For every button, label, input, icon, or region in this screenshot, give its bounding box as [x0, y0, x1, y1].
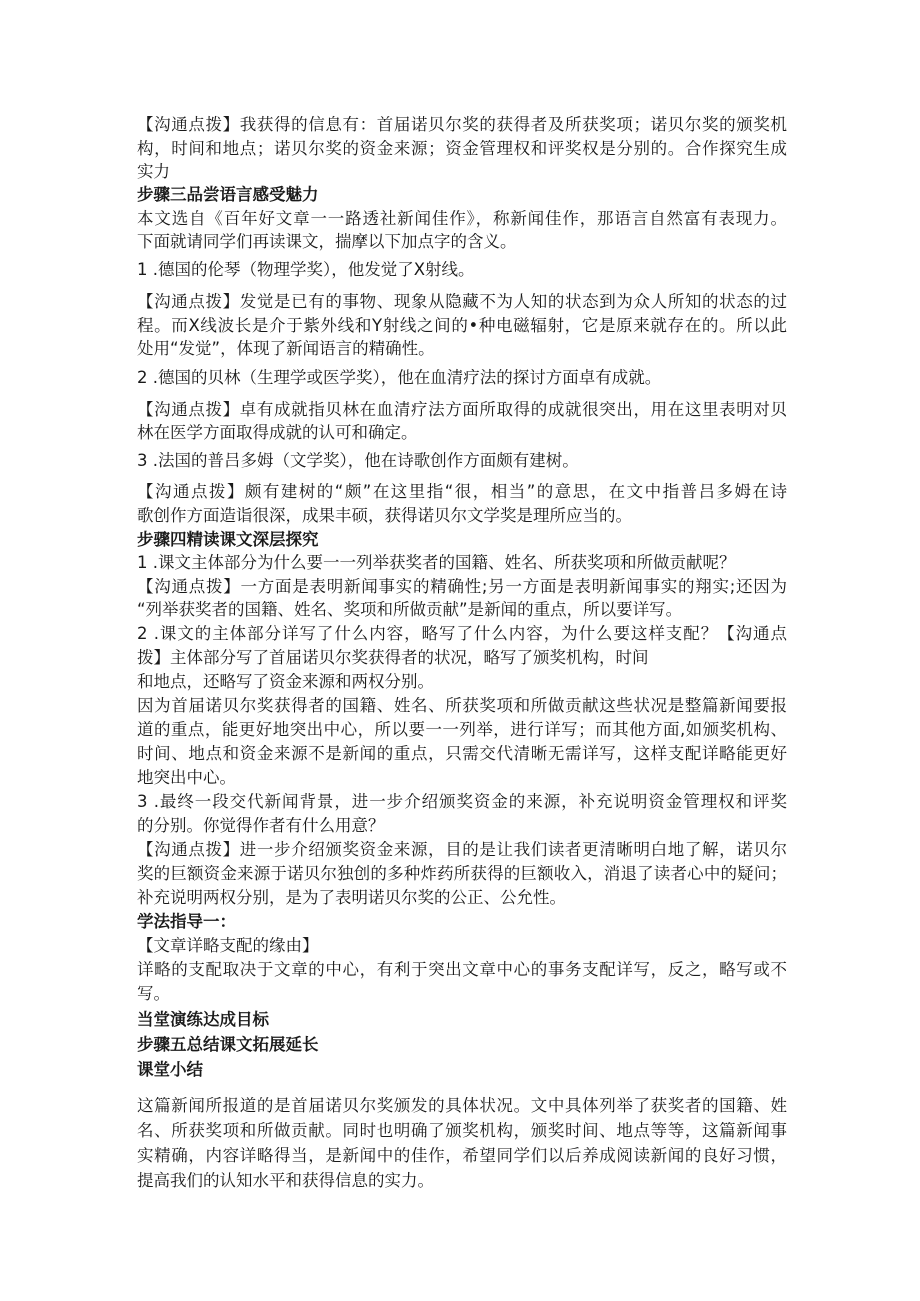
text-line: 3 .最终一段交代新闻背景，进一步介绍颁奖资金的来源，补充说明资金管理权和评奖: [137, 792, 787, 811]
text-line: 2 .德国的贝林（生理学或医学奖），他在血清疗法的探讨方面卓有成就。: [137, 368, 662, 387]
text-line: 奖的巨额资金来源于诺贝尔独创的多种炸药所获得的巨额收入，消退了读者心中的疑问；: [137, 864, 787, 883]
text-line: 实力: [137, 162, 170, 181]
text-line: 实精确，内容详略得当，是新闻中的佳作，希望同学们以后养成阅读新闻的良好习惯，: [137, 1146, 787, 1165]
text-line: 1 .德国的伦琴（物理学奖），他发觉了X射线。: [137, 260, 475, 279]
section-heading: 学法指导一：: [137, 912, 236, 931]
text-line: 本文选自《百年好文章一一路透社新闻佳作》，称新闻佳作，那语言自然富有表现力。: [137, 209, 787, 228]
text-line: 【沟通点拨】进一步介绍颁奖资金来源，目的是让我们读者更清晰明白地了解，诺贝尔: [137, 840, 787, 859]
text-line: 构，时间和地点；诺贝尔奖的资金来源；资金管理权和评奖权是分别的。合作探究生成: [137, 139, 787, 158]
text-line: 【沟通点拨】卓有成就指贝林在血清疗法方面所取得的成就很突出，用在这里表明对贝: [137, 400, 787, 419]
text-line: 详略的支配取决于文章的中心，有利于突出文章中心的事务支配详写，反之，略写或不: [137, 960, 787, 979]
text-line: 拨】主体部分写了首届诺贝尔奖获得者的状况，略写了颁奖机构，时间: [137, 648, 649, 667]
text-line: 因为首届诺贝尔奖获得者的国籍、姓名、所获奖项和所做贡献这些状况是整篇新闻要报: [137, 696, 787, 715]
text-line: 地突出中心。: [137, 768, 236, 787]
text-line: 处用“发觉”，体现了新闻语言的精确性。: [137, 339, 435, 358]
text-line: 【沟通点拨】颇有建树的“颇”在这里指“很，相当”的意思，在文中指普吕多姆在诗: [137, 482, 787, 501]
text-line: 程。而X线波长是介于紫外线和Y射线之间的•种电磁辐射，它是原来就存在的。所以此: [137, 316, 787, 335]
text-line: 【文章详略支配的缘由】: [137, 936, 319, 955]
text-line: 补充说明两权分别，是为了表明诺贝尔奖的公正、公允性。: [137, 888, 566, 907]
text-line: 【沟通点拨】发觉是已有的事物、现象从隐藏不为人知的状态到为众人所知的状态的过: [137, 292, 787, 311]
text-line: 名、所获奖项和所做贡献。同时也明确了颁奖机构，颁奖时间、地点等等，这篇新闻事: [137, 1121, 787, 1140]
text-line: 写。: [137, 984, 170, 1003]
section-heading: 步骤四精读课文深层探究: [137, 530, 319, 549]
text-line: 和地点，还略写了资金来源和两权分别。: [137, 672, 434, 691]
text-line: 林在医学方面取得成就的认可和确定。: [137, 423, 418, 442]
text-line: 的分别。你觉得作者有什么用意？: [137, 816, 385, 835]
text-line: 【沟通点拨】一方面是表明新闻事实的精确性;另一方面是表明新闻事实的翔实;还因为: [137, 577, 787, 596]
text-line: 3 .法国的普吕多姆（文学奖），他在诗歌创作方面颇有建树。: [137, 451, 579, 470]
text-line: 这篇新闻所报道的是首届诺贝尔奖颁发的具体状况。文中具体列举了获奖者的国籍、姓: [137, 1096, 787, 1115]
section-heading: 当堂演练达成目标: [137, 1010, 269, 1029]
text-line: 提高我们的认知水平和获得信息的实力。: [137, 1171, 434, 1190]
text-line: 歌创作方面造诣很深，成果丰硕，获得诺贝尔文学奖是理所应当的。: [137, 506, 632, 525]
text-line: 时间、地点和资金来源不是新闻的重点，只需交代清晰无需详写，这样支配详略能更好: [137, 744, 787, 763]
text-line: 2 .课文的主体部分详写了什么内容，略写了什么内容，为什么要这样支配？【沟通点: [137, 624, 787, 643]
section-heading: 步骤五总结课文拓展延长: [137, 1035, 319, 1054]
text-line: 道的重点，能更好地突出中心，所以要一一列举，进行详写；而其他方面,如颁奖机构、: [137, 720, 787, 739]
section-heading: 课堂小结: [137, 1060, 203, 1079]
text-line: 1 .课文主体部分为什么要一一列举获奖者的国籍、姓名、所获奖项和所做贡献呢？: [137, 553, 736, 572]
text-line: 【沟通点拨】我获得的信息有：首届诺贝尔奖的获得者及所获奖项；诺贝尔奖的颁奖机: [137, 115, 787, 134]
section-heading: 步骤三品尝语言感受魅力: [137, 185, 319, 204]
text-line: “列举获奖者的国籍、姓名、奖项和所做贡献”是新闻的重点，所以要详写。: [137, 600, 683, 619]
text-line: 下面就请同学们再读课文，揣摩以下加点字的含义。: [137, 232, 517, 251]
